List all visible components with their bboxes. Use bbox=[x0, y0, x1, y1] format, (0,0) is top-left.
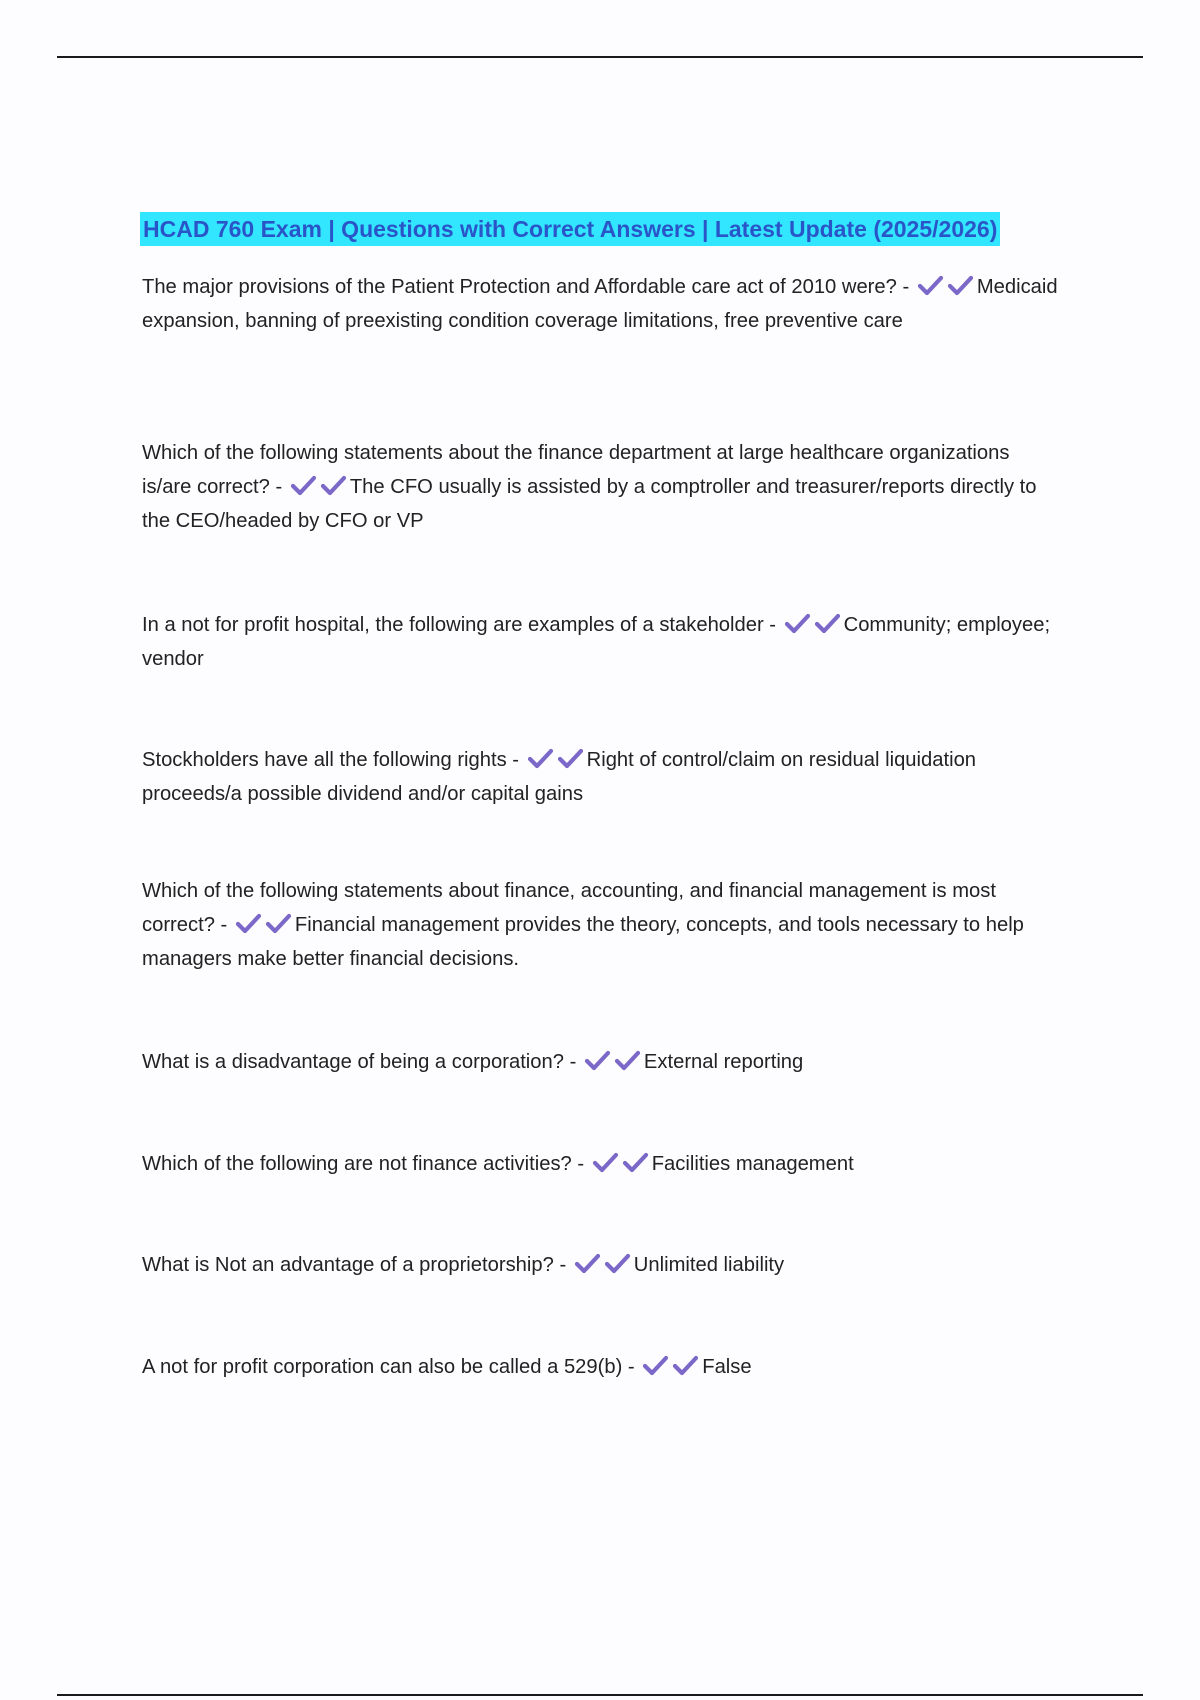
question-text: Which of the following statements about finance, accounting, and financial management is most correct? - bbox=[142, 880, 996, 936]
top-rule bbox=[57, 56, 1143, 58]
qa-item-2 bbox=[142, 436, 1060, 538]
qa-item-6 bbox=[142, 1045, 1060, 1079]
question-text: What is a disadvantage of being a corporation? - bbox=[142, 1051, 577, 1073]
qa-item-5 bbox=[142, 874, 1060, 976]
answer-text: External reporting bbox=[643, 1051, 804, 1073]
qa-item-8 bbox=[142, 1248, 1060, 1282]
answer-text: Financial management provides the theory, concepts, and tools necessary to help managers make better financial decisions. bbox=[142, 914, 1024, 970]
title-block bbox=[140, 212, 1000, 246]
double-checkmark-icon bbox=[235, 913, 293, 935]
answer-text: Facilities management bbox=[651, 1153, 854, 1175]
double-checkmark-icon bbox=[584, 1050, 642, 1072]
answer-text: Community; employee; vendor bbox=[142, 614, 1051, 670]
double-checkmark-icon bbox=[784, 613, 842, 635]
question-text: In a not for profit hospital, the following are examples of a stakeholder - bbox=[142, 614, 777, 636]
question-text: Which of the following are not finance activities? - bbox=[142, 1153, 585, 1175]
answer-text: Right of control/claim on residual liquidation proceeds/a possible dividend and/or capital gains bbox=[142, 749, 977, 805]
bottom-rule bbox=[57, 1694, 1143, 1696]
double-checkmark-icon bbox=[642, 1355, 700, 1377]
qa-item-1 bbox=[142, 270, 1060, 338]
question-text: A not for profit corporation can also be called a 529(b) - bbox=[142, 1356, 635, 1378]
answer-text: False bbox=[702, 1356, 752, 1378]
answer-text: Unlimited liability bbox=[633, 1254, 785, 1276]
answer-text: Medicaid expansion, banning of preexisting condition coverage limitations, free preventive care bbox=[142, 276, 1058, 332]
qa-item-4 bbox=[142, 743, 1060, 811]
question-text: The major provisions of the Patient Protection and Affordable care act of 2010 were? - bbox=[142, 276, 910, 298]
qa-item-9 bbox=[142, 1350, 1060, 1384]
qa-item-3 bbox=[142, 608, 1060, 676]
double-checkmark-icon bbox=[917, 275, 975, 297]
answer-text: The CFO usually is assisted by a comptroller and treasurer/reports directly to the CEO/headed by CFO or VP bbox=[142, 476, 1037, 532]
double-checkmark-icon bbox=[592, 1152, 650, 1174]
question-text: Which of the following statements about the finance department at large healthcare organizations is/are correct? - bbox=[142, 442, 1010, 498]
qa-item-7 bbox=[142, 1147, 1060, 1181]
document-title: HCAD 760 Exam | Questions with Correct Answers | Latest Update (2025/2026) bbox=[140, 212, 1000, 246]
question-text: What is Not an advantage of a proprietorship? - bbox=[142, 1254, 567, 1276]
double-checkmark-icon bbox=[527, 748, 585, 770]
double-checkmark-icon bbox=[574, 1253, 632, 1275]
question-text: Stockholders have all the following rights - bbox=[142, 749, 520, 771]
double-checkmark-icon bbox=[290, 475, 348, 497]
